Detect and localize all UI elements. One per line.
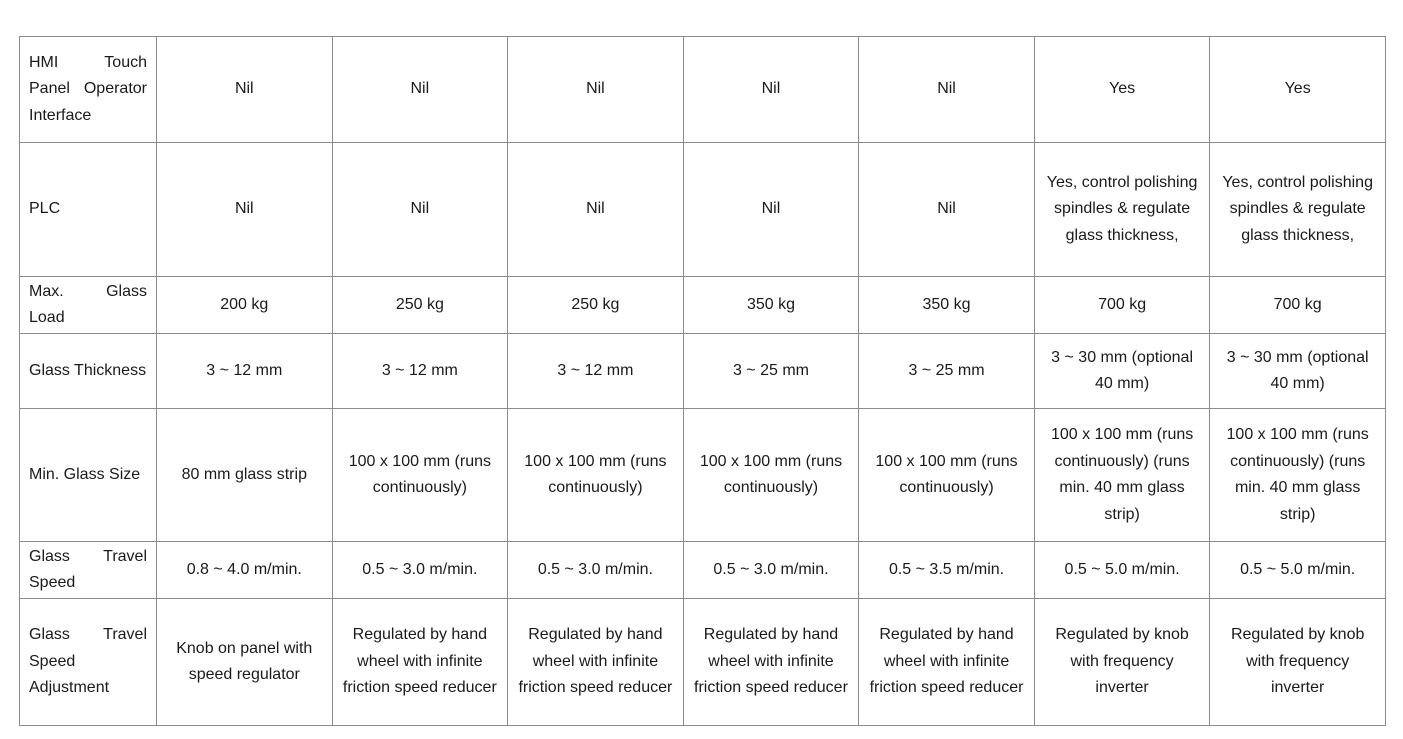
table-cell: 100 x 100 mm (runs continuously) [508,409,684,542]
table-cell: Nil [508,37,684,143]
table-row [20,599,1386,726]
table-cell: 100 x 100 mm (runs continuously) (runs min. 40 mm glass strip) [1034,409,1210,542]
table-cell: 3 ~ 30 mm (optional 40 mm) [1034,334,1210,409]
table-row [20,37,1386,143]
table-cell: Regulated by hand wheel with infinite friction speed reducer [332,599,508,726]
table-cell: Yes [1034,37,1210,143]
table-row [20,143,1386,277]
table-cell: Nil [332,143,508,277]
row-label: PLC [20,143,157,277]
table-cell: 0.5 ~ 3.5 m/min. [859,542,1035,599]
table-cell: 3 ~ 12 mm [332,334,508,409]
table-cell: 3 ~ 25 mm [859,334,1035,409]
table-cell: 100 x 100 mm (runs continuously) [859,409,1035,542]
row-label: Glass Thickness [20,334,157,409]
table-cell: 3 ~ 25 mm [683,334,859,409]
table-row [20,334,1386,409]
table-row [20,542,1386,599]
table-cell: 0.5 ~ 3.0 m/min. [508,542,684,599]
table-cell: Regulated by hand wheel with infinite friction speed reducer [683,599,859,726]
table-cell: Knob on panel with speed regulator [157,599,333,726]
spec-table [19,36,1386,726]
table-cell: Nil [157,37,333,143]
row-label: HMI Touch Panel Operator Interface [20,37,157,143]
table-cell: Regulated by knob with frequency inverter [1034,599,1210,726]
table-cell: 250 kg [332,277,508,334]
table-cell: Nil [508,143,684,277]
table-cell: 80 mm glass strip [157,409,333,542]
table-cell: Nil [859,37,1035,143]
table-cell: Nil [683,37,859,143]
table-cell: Nil [683,143,859,277]
table-cell: Nil [859,143,1035,277]
table-cell: 350 kg [683,277,859,334]
table-cell: 0.8 ~ 4.0 m/min. [157,542,333,599]
row-label: Max. Glass Load [20,277,157,334]
table-cell: 0.5 ~ 5.0 m/min. [1210,542,1386,599]
table-row [20,277,1386,334]
table-cell: 100 x 100 mm (runs continuously) [332,409,508,542]
table-cell: 700 kg [1210,277,1386,334]
table-cell: 200 kg [157,277,333,334]
table-cell: 3 ~ 12 mm [508,334,684,409]
table-cell: 0.5 ~ 3.0 m/min. [683,542,859,599]
table-cell: Regulated by hand wheel with infinite friction speed reducer [508,599,684,726]
table-cell: 250 kg [508,277,684,334]
table-cell: Yes, control polishing spindles & regulate glass thickness, [1034,143,1210,277]
table-cell: 350 kg [859,277,1035,334]
table-cell: 700 kg [1034,277,1210,334]
row-label: Glass Travel Speed Adjustment [20,599,157,726]
table-cell: Regulated by hand wheel with infinite friction speed reducer [859,599,1035,726]
table-cell: Nil [157,143,333,277]
table-cell: 100 x 100 mm (runs continuously) [683,409,859,542]
table-cell: 3 ~ 30 mm (optional 40 mm) [1210,334,1386,409]
row-label: Glass Travel Speed [20,542,157,599]
table-cell: Regulated by knob with frequency inverter [1210,599,1386,726]
row-label: Min. Glass Size [20,409,157,542]
table-cell: 0.5 ~ 3.0 m/min. [332,542,508,599]
table-cell: Nil [332,37,508,143]
table-row [20,409,1386,542]
table-cell: 3 ~ 12 mm [157,334,333,409]
table-cell: 0.5 ~ 5.0 m/min. [1034,542,1210,599]
table-cell: Yes, control polishing spindles & regulate glass thickness, [1210,143,1386,277]
table-cell: Yes [1210,37,1386,143]
table-cell: 100 x 100 mm (runs continuously) (runs min. 40 mm glass strip) [1210,409,1386,542]
